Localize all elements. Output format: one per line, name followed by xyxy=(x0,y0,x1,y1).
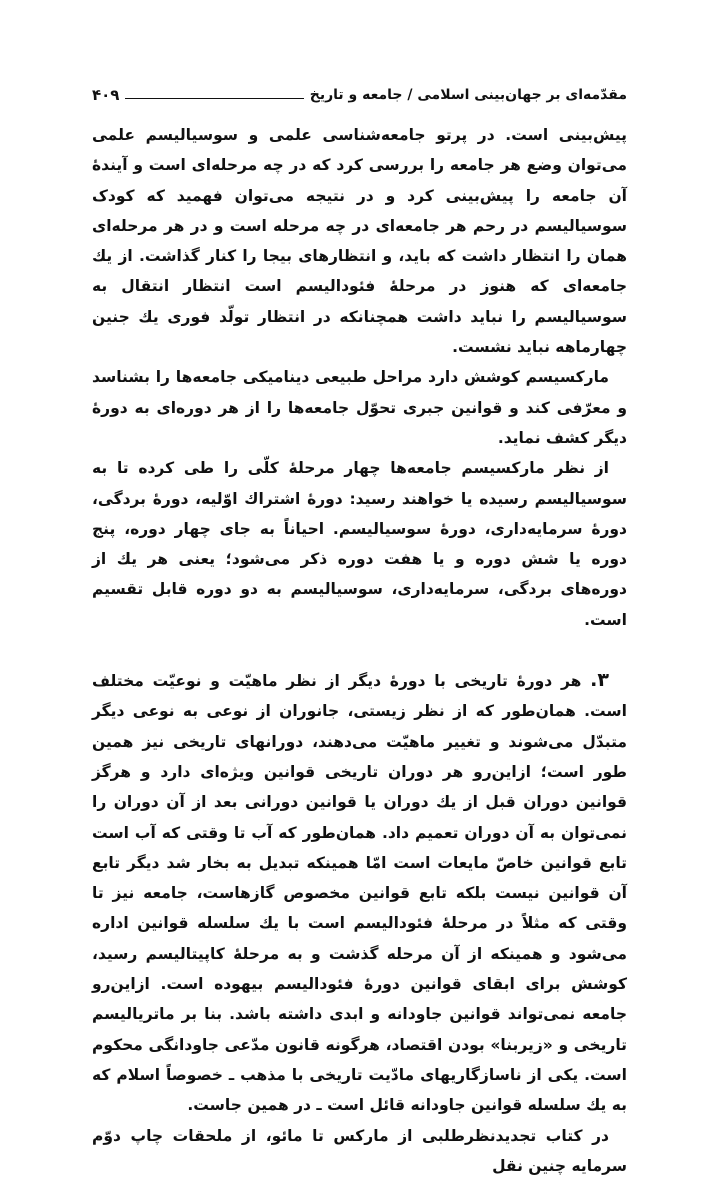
paragraph: در کتاب تجدیدنظرطلبی از مارکس تا مائو، از ملحقات چاپ دوّم سرمایه چنین نقل xyxy=(92,1121,627,1181)
header-rule xyxy=(125,98,303,99)
section-text: هر دورهٔ تاریخی با دورهٔ دیگر از نظر ماهیّت و نوعیّت مختلف است. همان‌طور که از نظر زیستی، جانوران از نوعی به نوعی دیگر متبدّل می‌شوند و تغییر ماهیّت می‌دهند، دورانهای تاریخی نیز همین طور است؛ ازاین‌رو هر دوران تاریخی قوانین ویژه‌ای دارد و هرگز قوانین دوران قبل از یك دوران یا قوانین دورانی بعد از آن دوران را نمی‌توان به آن دوران تعمیم داد. همان‌طور که آب تا وقتی که آب است تابع قوانین خاصّ مایعات است امّا همینکه تبدیل به بخار شد دیگر تابع آن قوانین نیست بلکه تابع قوانین مخصوص گازهاست، جامعه نیز تا وقتی که مثلاً در مرحلهٔ فئودالیسم است با یك سلسله قوانین اداره می‌شود و همینکه از آن مرحله گذشت و به مرحلهٔ کاپیتالیسم رسید، کوشش برای ابقای قوانین دورهٔ فئودالیسم بیهوده است. ازاین‌رو جامعه نمی‌تواند قوانین جاودانه و ابدی داشته باشد. بنا بر ماتریالیسم تاریخی و «زیربنا» بودن اقتصاد، هرگونه قانون مدّعی جاودانگی محکوم است. یکی از ناسازگاریهای مادّیت تاریخی با مذهب ـ خصوصاً اسلام که به یك سلسله قوانین جاودانه قائل است ـ در همین جاست. xyxy=(92,672,627,1114)
running-header xyxy=(92,78,627,112)
section-number: ۳. xyxy=(590,669,609,691)
body-text xyxy=(92,120,627,1181)
running-title: مقدّمه‌ای بر جهان‌بینی اسلامی / جامعه و تاریخ xyxy=(310,87,627,103)
section-paragraph xyxy=(92,665,627,1120)
paragraph: از نظر مارکسیسم جامعه‌ها چهار مرحلهٔ کلّی را طی کرده تا به سوسیالیسم رسیده یا خواهند رسید: دورهٔ اشتراك اوّلیه، دورهٔ بردگی، دورهٔ سرمایه‌داری، دورهٔ سوسیالیسم. احیاناً به جای چهار دوره، پنج دوره یا شش دوره و یا هفت دوره ذکر می‌شود؛ یعنی هر یك از دوره‌های بردگی، سرمایه‌داری، سوسیالیسم به دو دوره قابل تقسیم است. xyxy=(92,453,627,635)
paragraph: مارکسیسم کوشش دارد مراحل طبیعی دینامیکی جامعه‌ها را بشناسد و معرّفی کند و قوانین جبری تحوّل جامعه‌ها را از هر دوره‌ای به دورهٔ دیگر کشف نماید. xyxy=(92,362,627,453)
section-spacer xyxy=(92,635,627,665)
book-page xyxy=(92,78,627,1181)
page-number: ۴۰۹ xyxy=(92,86,119,104)
paragraph: پیش‌بینی است. در پرتو جامعه‌شناسی علمی و سوسیالیسم علمی می‌توان وضع هر جامعه را بررسی کرد که در چه مرحله‌ای است و آیندهٔ آن جامعه را پیش‌بینی کرد و در نتیجه می‌توان فهمید که کودک سوسیالیسم در رحم هر جامعه‌ای در چه مرحله است و در هر مرحله‌ای همان را انتظار داشت که باید، و انتظارهای بیجا را کنار گذاشت. از یك جامعه‌ای که هنوز در مرحلهٔ فئودالیسم است انتظار انتقال به سوسیالیسم را نباید داشت همچنانکه در انتظار تولّد فوری یك جنین چهارماهه نباید نشست. xyxy=(92,120,627,362)
